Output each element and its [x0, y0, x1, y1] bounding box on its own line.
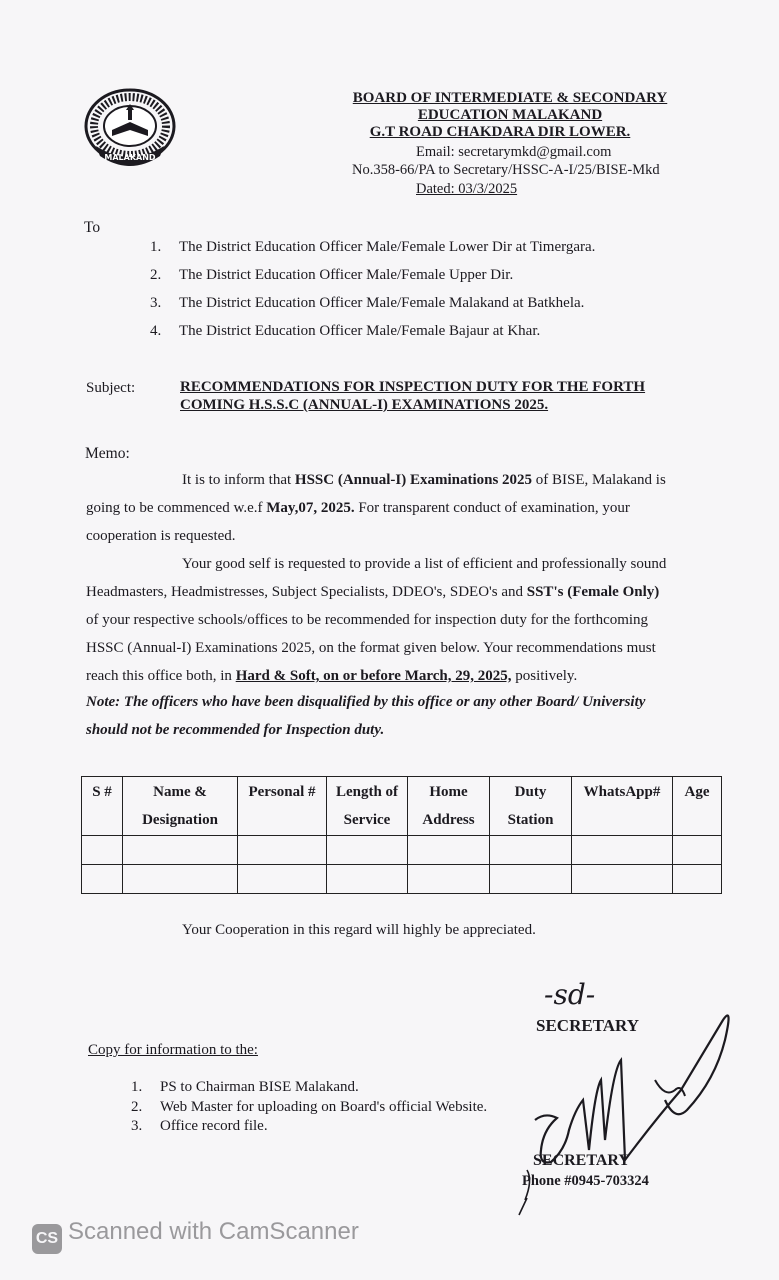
- table-row: [82, 836, 722, 865]
- subject-line-1: RECOMMENDATIONS FOR INSPECTION DUTY FOR THE FORTH: [180, 379, 646, 395]
- addressee-2: 2. The District Education Officer Male/Female Upper Dir.: [150, 267, 514, 283]
- header-serial: S #: [82, 777, 123, 836]
- logo-text: MALAKAND: [104, 153, 156, 162]
- camscanner-watermark: CS Scanned with CamScanner: [32, 1218, 359, 1254]
- board-name-line1: BOARD OF INTERMEDIATE & SECONDARY: [352, 90, 668, 106]
- copy-item-3: 3. Office record file.: [131, 1118, 268, 1134]
- cooperation-text: Your Cooperation in this regard will highly be appreciated.: [182, 922, 536, 938]
- to-label: To: [84, 219, 101, 236]
- paragraph-1: It is to inform that HSSC (Annual-I) Examinations 2025 of BISE, Malakand is going to be commenced w.e.f May,07, 2025. For transparent conduct of examination, your cooperation is requested.: [86, 472, 666, 544]
- header-length-service: Length of Service: [327, 777, 408, 836]
- table-header-row: [82, 777, 722, 836]
- header-personal: Personal #: [238, 777, 327, 836]
- board-email: Email: secretarymkd@gmail.com: [416, 144, 612, 160]
- note-paragraph: Note: The officers who have been disqualified by this office or any other Board/ University should not be recommended for Inspection duty.: [86, 694, 646, 738]
- subject-line-2: COMING H.S.S.C (ANNUAL-I) EXAMINATIONS 2025.: [180, 397, 549, 413]
- copy-item-2: 2. Web Master for uploading on Board's official Website.: [131, 1099, 488, 1115]
- reference-number: No.358-66/PA to Secretary/HSSC-A-I/25/BISE-Mkd: [352, 162, 660, 178]
- sd-mark: -sd-: [544, 978, 596, 1011]
- secretary-title: SECRETARY: [536, 1016, 639, 1035]
- copy-heading: Copy for information to the:: [88, 1042, 258, 1058]
- header-duty-station: Duty Station: [490, 777, 572, 836]
- paragraph-2: Your good self is requested to provide a list of efficient and professionally sound Headmasters, Headmistresses, Subject Specialists, DDEO's, SDEO's and SST's (Female Only) of your respective schools/offices to be recommended for inspection duty for the forthcoming HSSC (Annual-I) Examinations 2025, on the format given below. Your recommendations must reach this office both, in Hard & Soft, on or before March, 29, 2025, positively.: [86, 556, 667, 684]
- signature-secretary-title: SECRETARY: [533, 1152, 630, 1169]
- letter-date: Dated: 03/3/2025: [416, 181, 518, 197]
- recommendation-table: [81, 776, 722, 894]
- board-address: G.T ROAD CHAKDARA DIR LOWER.: [369, 124, 631, 140]
- handwritten-signature: [505, 1000, 745, 1230]
- addressee-4: 4. The District Education Officer Male/Female Bajaur at Khar.: [150, 323, 541, 339]
- header-home-address: Home Address: [408, 777, 490, 836]
- addressee-1: 1. The District Education Officer Male/Female Lower Dir at Timergara.: [150, 239, 596, 255]
- board-seal-logo: [82, 86, 178, 168]
- copy-item-1: 1. PS to Chairman BISE Malakand.: [131, 1079, 359, 1095]
- header-age: Age: [673, 777, 722, 836]
- camscanner-icon: CS: [32, 1224, 62, 1254]
- header-whatsapp: WhatsApp#: [572, 777, 673, 836]
- header-name-designation: Name & Designation: [123, 777, 238, 836]
- table-row: [82, 865, 722, 894]
- board-name-line2: EDUCATION MALAKAND: [417, 107, 603, 123]
- secretary-phone: Phone #0945-703324: [522, 1173, 649, 1189]
- subject-label: Subject:: [86, 380, 136, 396]
- addressee-3: 3. The District Education Officer Male/Female Malakand at Batkhela.: [150, 295, 585, 311]
- memo-label: Memo:: [85, 445, 130, 462]
